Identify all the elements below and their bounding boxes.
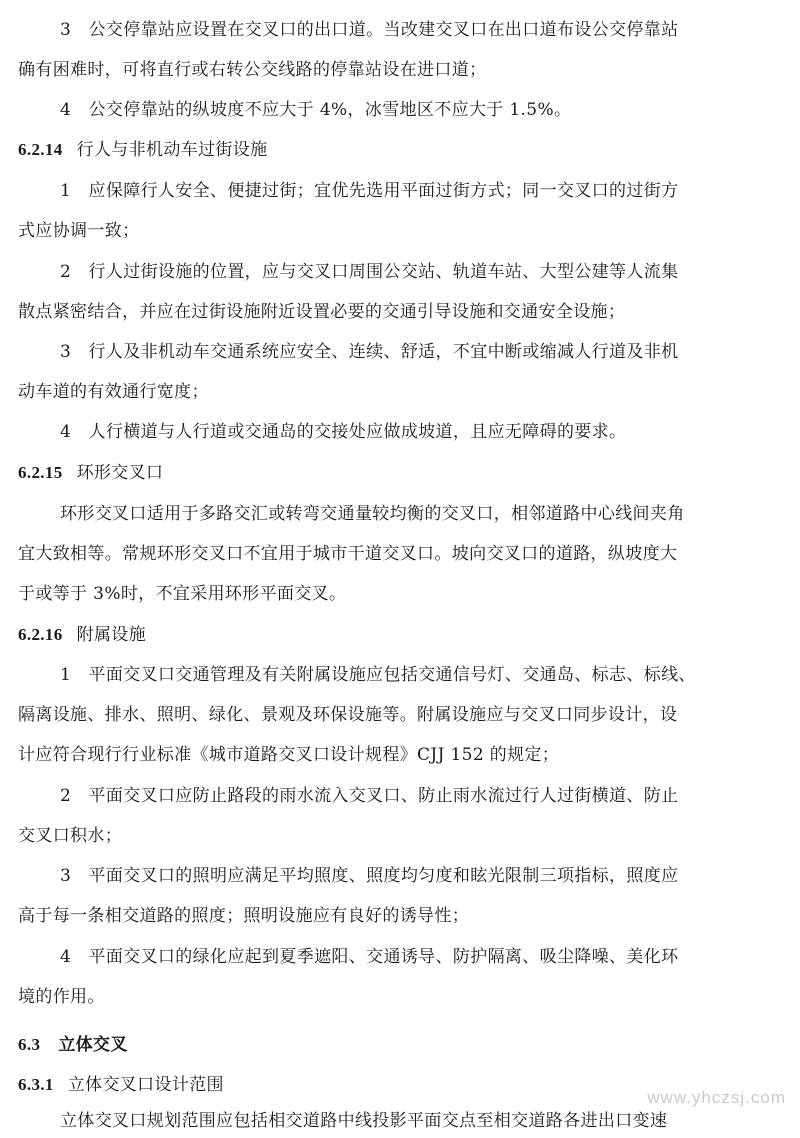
section-number: 6.3 bbox=[18, 1035, 41, 1054]
item-text-line: 4 平面交叉口的绿化应起到夏季遮阳、交通诱导、防护隔离、吸尘降噪、美化环 bbox=[60, 947, 679, 967]
section-number: 6.3.1 bbox=[18, 1075, 54, 1094]
item-text-line: 4 人行横道与人行道或交通岛的交接处应做成坡道，且应无障碍的要求。 bbox=[60, 422, 627, 442]
item-text-line: 境的作用。 bbox=[18, 987, 105, 1007]
item-text-line: 1 平面交叉口交通管理及有关附属设施应包括交通信号灯、交通岛、标志、标线、 bbox=[60, 665, 696, 685]
section-title: 附属设施 bbox=[76, 625, 147, 645]
item-text-line: 散点紧密结合，并应在过街设施附近设置必要的交通引导设施和交通安全设施； bbox=[18, 302, 626, 322]
section-number: 6.2.15 bbox=[18, 463, 63, 482]
section-heading-6-2-16 bbox=[18, 624, 146, 646]
paragraph-text-line: 立体交叉口规划范围应包括相交道路中线投影平面交点至相交道路各进出口变速 bbox=[60, 1111, 668, 1131]
item-text-line: 3 公交停靠站应设置在交叉口的出口道。当改建交叉口在出口道布设公交停靠站 bbox=[60, 20, 679, 40]
section-title: 立体交叉口设计范围 bbox=[67, 1075, 224, 1095]
item-text-line: 交叉口积水； bbox=[18, 826, 123, 846]
item-text-line: 高于每一条相交道路的照度；照明设施应有良好的诱导性； bbox=[18, 906, 470, 926]
section-heading-6-3-1 bbox=[18, 1074, 224, 1096]
item-text-line: 式应协调一致； bbox=[18, 221, 140, 241]
section-title: 立体交叉 bbox=[58, 1035, 128, 1055]
item-text-line: 3 行人及非机动车交通系统应安全、连续、舒适，不宜中断或缩减人行道及非机 bbox=[60, 342, 679, 362]
section-title: 环形交叉口 bbox=[76, 463, 164, 483]
item-text-line: 2 行人过街设施的位置，应与交叉口周围公交站、轨道车站、大型公建等人流集 bbox=[60, 262, 679, 282]
section-title: 行人与非机动车过街设施 bbox=[76, 140, 268, 160]
item-text-line: 计应符合现行行业标准《城市道路交叉口设计规程》CJJ 152 的规定； bbox=[18, 745, 560, 765]
watermark: www.yhczsj.com bbox=[647, 1088, 786, 1107]
item-text-line: 隔离设施、排水、照明、绿化、景观及环保设施等。附属设施应与交叉口同步设计，设 bbox=[18, 705, 678, 725]
paragraph-text-line: 宜大致相等。常规环形交叉口不宜用于城市干道交叉口。坡向交叉口的道路，纵坡度大 bbox=[18, 544, 678, 564]
section-heading-6-2-15 bbox=[18, 462, 163, 484]
item-text-line: 确有困难时，可将直行或右转公交线路的停靠站设在进口道； bbox=[18, 60, 487, 80]
item-text-line: 动车道的有效通行宽度； bbox=[18, 382, 209, 402]
item-text-line: 1 应保障行人安全、便捷过街；宜优先选用平面过街方式；同一交叉口的过街方 bbox=[60, 181, 679, 201]
paragraph-text-line: 环形交叉口适用于多路交汇或转弯交通量较均衡的交叉口，相邻道路中心线间夹角 bbox=[60, 504, 685, 524]
item-text-line: 2 平面交叉口应防止路段的雨水流入交叉口、防止雨水流过行人过街横道、防止 bbox=[60, 786, 679, 806]
section-heading-6-2-14 bbox=[18, 139, 267, 161]
item-text-line: 4 公交停靠站的纵坡度不应大于 4%，冰雪地区不应大于 1.5%。 bbox=[60, 100, 572, 120]
section-heading-6-3 bbox=[18, 1034, 128, 1056]
paragraph-text-line: 于或等于 3%时，不宜采用环形平面交叉。 bbox=[18, 584, 347, 604]
section-number: 6.2.14 bbox=[18, 140, 63, 159]
section-number: 6.2.16 bbox=[18, 625, 63, 644]
item-text-line: 3 平面交叉口的照明应满足平均照度、照度均匀度和眩光限制三项指标，照度应 bbox=[60, 866, 679, 886]
